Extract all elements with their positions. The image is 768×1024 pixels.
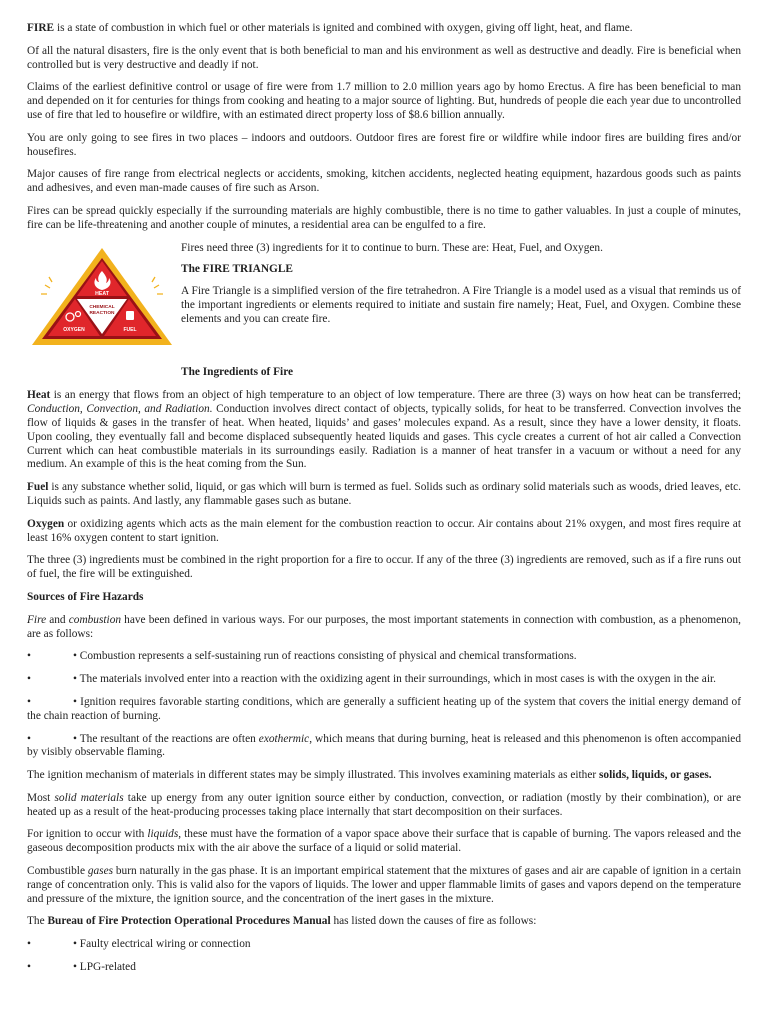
solids-paragraph: Most solid materials take up energy from any outer ignition source either by conduction, convection, or radiation (mostly by their combination), or are heated up as a result of the heat-producing processes taking place internally that start decomposition on their surfaces. [27,791,741,818]
sources-heading: Sources of Fire Hazards [27,590,144,603]
list-item: • • Faulty electrical wiring or connection [27,938,251,951]
oxygen-label: OXYGEN [63,326,85,333]
heat-term: Heat [27,389,51,402]
places-paragraph: You are only going to see fires in two places – indoors and outdoors. Outdoor fires are forest fire or wildfire while indoor fires are building fires and/or housefires. [27,131,741,158]
fire-definition-paragraph [27,22,741,36]
heat-paragraph: Heat is an energy that flows from an object of high temperature to an object of low temperature. There are three (3) ways on how heat can be transferred; Conduction, Convection, and Radiation. Conduction involves direct contact of objects, typically solids, for heat to be transferred. Convection involves the flow of liquids & gases in the transfer of heat. When heated, liquids’ and gases’ molecules expand. As a result, since they have a lower density, it floats. Upon cooling, they eventually fall and become displaced subsequently heated liquids and gases. This cycle creates a current of hot air called a Convection Current which can heat combustible materials in its surroundings easily. Radiation is a manner of heat transfer in a vacuum or without a need for any medium. An example of this is the heat coming from the Sun. [27,389,741,471]
bullet-marker: • [27,938,31,951]
sources-intro-paragraph: Fire and combustion have been defined in various ways. For our purposes, the most important statements in connection with combustion, as a phenomenon, are as follows: [27,613,741,640]
list-item: • • Combustion represents a self-sustaining run of reactions consisting of physical and chemical transformations. [27,650,577,663]
fuel-paragraph: Fuel is any substance whether solid, liquid, or gas which will burn is termed as fuel. Solids such as ordinary solid materials such as woods, dried leaves, etc. Liquids such as paints. And lastly, any flammable gases such as butane. [27,481,741,507]
bullet-marker: • [27,695,31,708]
three-ingredients-paragraph: The three (3) ingredients must be combined in the right proportion for a fire to occur. If any of the three (3) ingredients are removed, such as if a fire runs out of fuel, the fire will be extinguished. [27,554,741,581]
fire-triangle-heading: The FIRE TRIANGLE [181,263,293,276]
triangle-description: A Fire Triangle is a simplified version of the fire tetrahedron. A Fire Triangle is a model used as a visual that reminds us of the important ingredients or elements required to initiate and sustain fire namely; Heat, Fuel, and Oxygen. Combine these elements and you can create fire. [181,285,741,325]
oxygen-term: Oxygen [27,517,65,530]
bullet-marker: • [27,673,31,686]
fire-triangle-figure [30,246,174,347]
list-item: • • LPG-related [27,961,136,974]
history-paragraph: Claims of the earliest definitive control or usage of fire were from 1.7 million to 2.0 million years ago by homo Erectus. A fire has been beneficial to man and depended on it for centuries for things from cooking and heating to a major source of lighting. But, hundreds of people die each year due to uncontrolled use of fire that led to housefire or wildfire, with an estimated direct property loss of $8.6 billion annually. [27,81,741,121]
fire-term: FIRE [27,22,55,34]
causes-paragraph: Major causes of fire range from electrical neglects or accidents, smoking, kitchen accidents, neglected heating equipment, hazardous goods such as paints and adhesives, and even man-made causes of fire such as Arson. [27,168,741,195]
heat-label: HEAT [95,290,109,297]
bullet-marker: • [27,650,31,663]
ingredients-heading: The Ingredients of Fire [181,365,294,378]
document-page [27,22,741,984]
fuel-icon [126,311,134,320]
fire-triangle-section [27,242,741,352]
reaction-label: REACTION [89,310,115,316]
bullet-marker: • [27,732,31,745]
triangle-intro: Fires need three (3) ingredients for it to continue to burn. These are: Heat, Fuel, and Oxygen. [181,241,603,254]
oxygen-paragraph: Oxygen or oxidizing agents which acts as the main element for the combustion reaction to occur. Air contains about 21% oxygen, and most fires require at least 16% oxygen content to start ignition. [27,517,741,544]
fire-triangle-text [181,242,741,335]
bureau-paragraph: The Bureau of Fire Protection Operational Procedures Manual has listed down the causes of fire as follows: [27,915,537,928]
natural-disasters-paragraph: Of all the natural disasters, fire is the only event that is both beneficial to man and his environment as well as destructive and deadly. Fire is beneficial when controlled but is very destructive and deadly if not. [27,44,741,71]
bullet-marker: • [27,961,31,974]
fuel-term: Fuel [27,481,49,494]
liquids-paragraph: For ignition to occur with liquids, these must have the formation of a vapor space above their surface that is capable of burning. The vapors released and the gaseous decomposition products mix with the air above the surface of a liquid or solid material. [27,828,742,855]
burst-right-icon [152,277,163,294]
spread-paragraph: Fires can be spread quickly especially if the surrounding materials are highly combustible, there is no time to gather valuables. In just a couple of minutes, fire can be life-threatening and another couple of minutes, a residential area can be engulfed to a fire. [27,204,741,231]
ignition-mechanism-paragraph: The ignition mechanism of materials in different states may be simply illustrated. This involves examining materials as either solids, liquids, or gases. [27,769,712,782]
burst-left-icon [41,277,52,294]
fuel-label: FUEL [123,326,137,333]
gases-paragraph: Combustible gases burn naturally in the gas phase. It is an important empirical statement that the mixtures of gases and air are capable of ignition in a certain range of concentration only. This is valid also for the vapors of liquids. The lower and upper flammable limits of gases and vapors depend on the temperature and pressure of the mixture, the ignition source, and the concentration of the inert gases in the mixture. [27,865,741,905]
fire-definition-text: is a state of combustion in which fuel or other materials is ignited and combined with oxygen, giving off light, heat, and flame. [54,22,633,34]
list-item: • • The resultant of the reactions are often exothermic, which means that during burning, heat is released and this phenomenon is often accompanied by visibly observable flaming. [27,732,741,759]
chemical-label: CHEMICAL [89,304,115,310]
list-item: • • Ignition requires favorable starting conditions, which are generally a sufficient heating up of the system that covers the initial energy demand of the chain reaction of burning. [27,695,741,722]
list-item: • • The materials involved enter into a reaction with the oxidizing agent in their surroundings, which in most cases is with the oxygen in the air. [27,673,716,686]
